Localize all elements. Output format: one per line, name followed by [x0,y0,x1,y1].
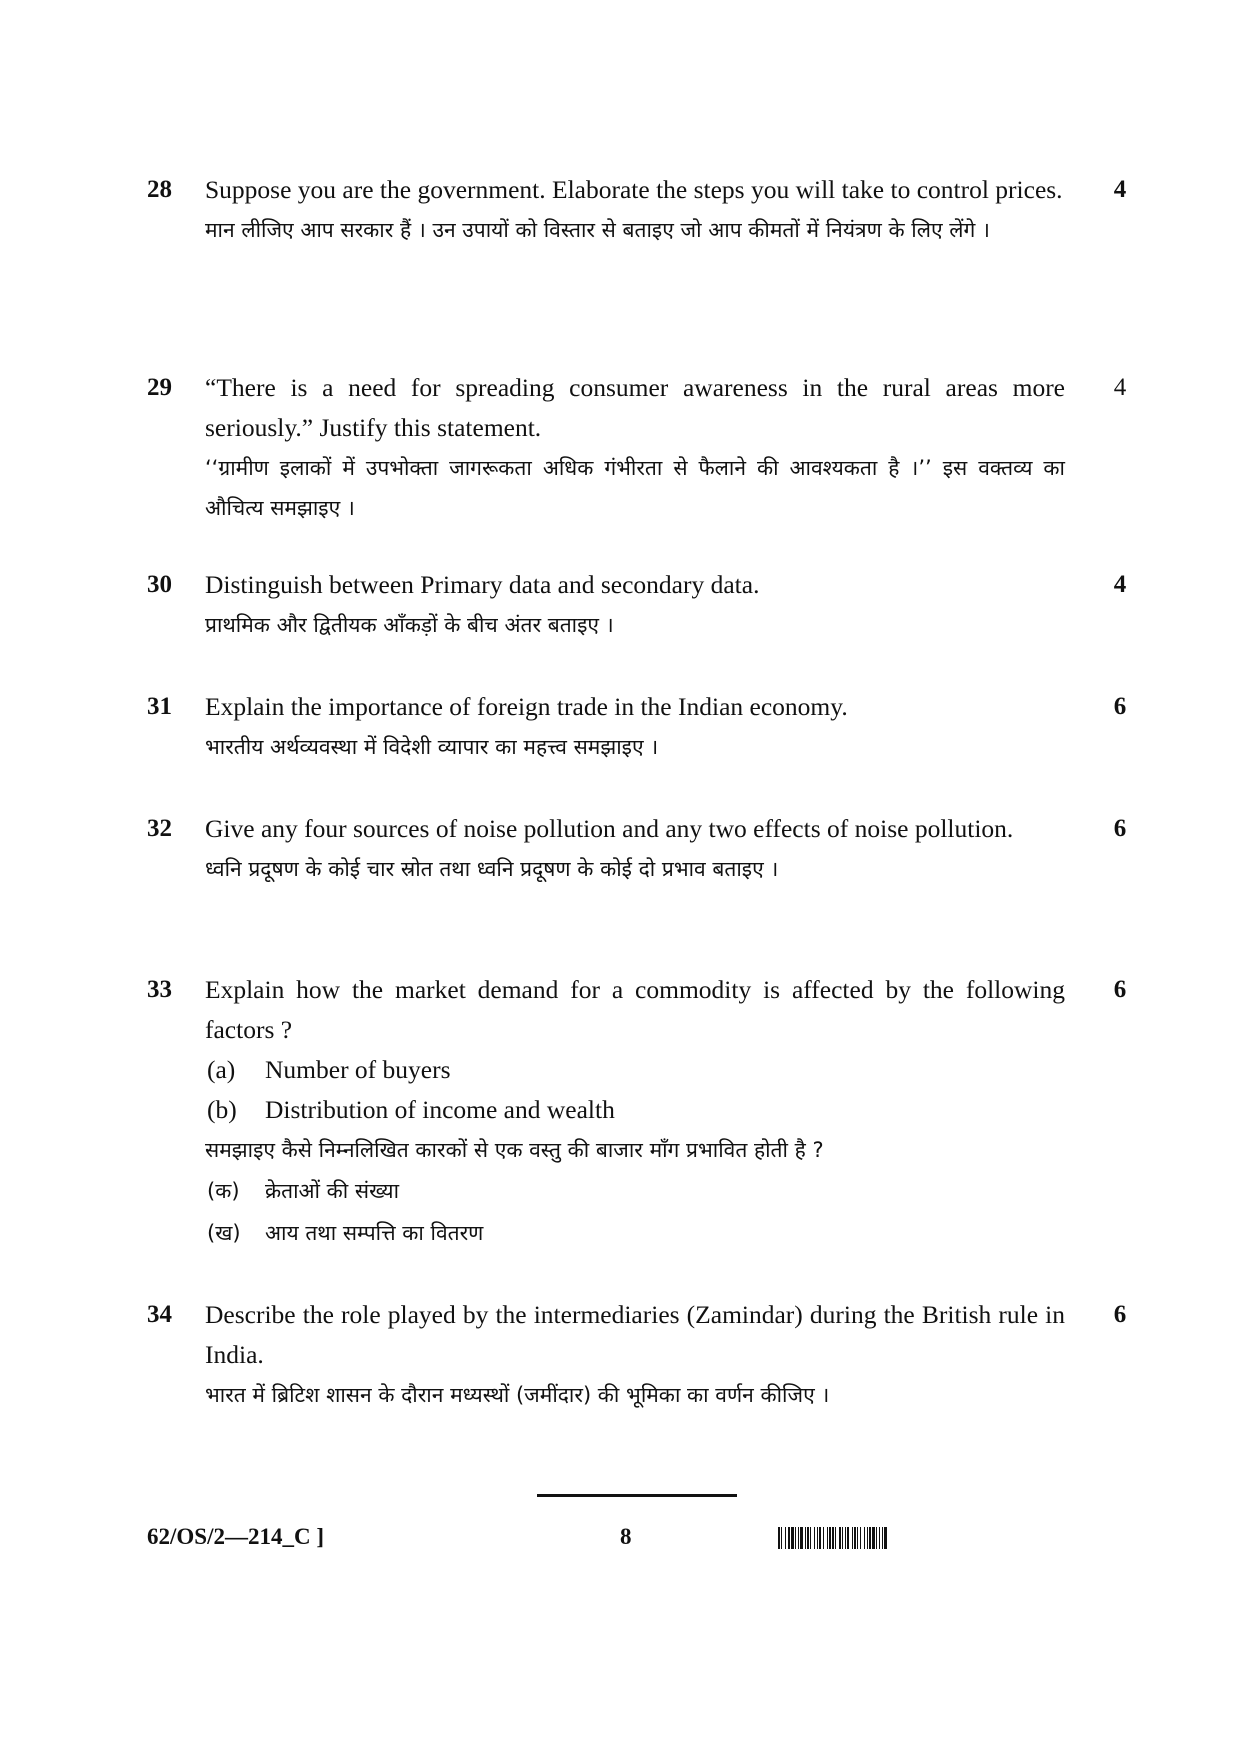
question-marks: 6 [1113,693,1127,720]
question-text-hindi: समझाइए कैसे निम्नलिखित कारकों से एक वस्तु की बाजार माँग प्रभावित होती है ? [205,1138,824,1162]
end-of-paper-rule [537,1494,737,1497]
sub-item-text: Distribution of income and wealth [265,1095,615,1124]
question-text-english: “There is a need for spreading consumer awareness in the rural areas more seriously.” Justify this statement. [205,373,1065,442]
paper-code: 62/OS/2—214_C ] [147,1524,324,1549]
question-text-english: Describe the role played by the intermediaries (Zamindar) during the British rule in India. [205,1300,1065,1369]
question-body [205,1295,1065,1415]
question-number: 28 [147,176,172,203]
sub-item-b [205,1090,1065,1130]
question-text-english: Distinguish between Primary data and secondary data. [205,570,760,599]
question-body [205,970,1065,1254]
question-text-hindi: ध्वनि प्रदूषण के कोई चार स्रोत तथा ध्वनि प्रदूषण के कोई दो प्रभाव बताइए । [205,857,779,881]
question-marks: 4 [1113,571,1127,598]
question-text-hindi: मान लीजिए आप सरकार हैं । उन उपायों को विस्तार से बताइए जो आप कीमतों में नियंत्रण के लिए लेंगे । [205,218,990,242]
question-marks: 6 [1113,815,1127,842]
page-number: 8 [620,1524,632,1549]
question-marks: 6 [1113,976,1127,1003]
question-text-hindi: भारत में ब्रिटिश शासन के दौरान मध्यस्थों (जमींदार) की भूमिका का वर्णन कीजिए । [205,1383,830,1407]
sub-item-label: (क) [207,1179,240,1203]
question-number: 31 [147,693,172,720]
question-marks: 6 [1113,1301,1127,1328]
question-number: 32 [147,815,172,842]
sub-item-text: Number of buyers [265,1055,451,1084]
question-text-english: Give any four sources of noise pollution and any two effects of noise pollution. [205,814,1014,843]
question-body [205,809,1065,889]
sub-item-a [205,1050,1065,1090]
sub-item-label: (b) [207,1095,237,1124]
question-body [205,687,1065,767]
sub-item-ka [205,1170,1065,1212]
question-text-english: Explain how the market demand for a commodity is affected by the following factors ? [205,975,1065,1044]
question-text-english: Explain the importance of foreign trade in the Indian economy. [205,692,848,721]
question-text-hindi: भारतीय अर्थव्यवस्था में विदेशी व्यापार का महत्त्व समझाइए । [205,735,659,759]
question-text-hindi: प्राथमिक और द्वितीयक आँकड़ों के बीच अंतर बताइए । [205,613,614,637]
question-number: 30 [147,571,172,598]
sub-item-kha [205,1212,1065,1254]
question-text-english: Suppose you are the government. Elaborate the steps you will take to control prices. [205,175,1063,204]
question-number: 34 [147,1301,172,1328]
question-number: 29 [147,374,172,401]
question-marks: 4 [1113,374,1127,401]
question-number: 33 [147,976,172,1003]
question-marks: 4 [1113,176,1127,203]
question-body [205,368,1065,528]
sub-item-label: (ख) [207,1221,241,1245]
sub-item-text: क्रेताओं की संख्या [265,1179,400,1203]
question-body [205,565,1065,645]
sub-item-label: (a) [207,1055,236,1084]
question-body [205,170,1065,250]
question-text-hindi: ‘‘ग्रामीण इलाकों में उपभोक्ता जागरूकता अधिक गंभीरता से फैलाने की आवश्यकता है ।’’ इस वक्तव्य का औचित्य समझाइए । [205,456,1065,520]
sub-item-text: आय तथा सम्पत्ति का वितरण [265,1221,484,1245]
barcode-icon [778,1527,990,1549]
